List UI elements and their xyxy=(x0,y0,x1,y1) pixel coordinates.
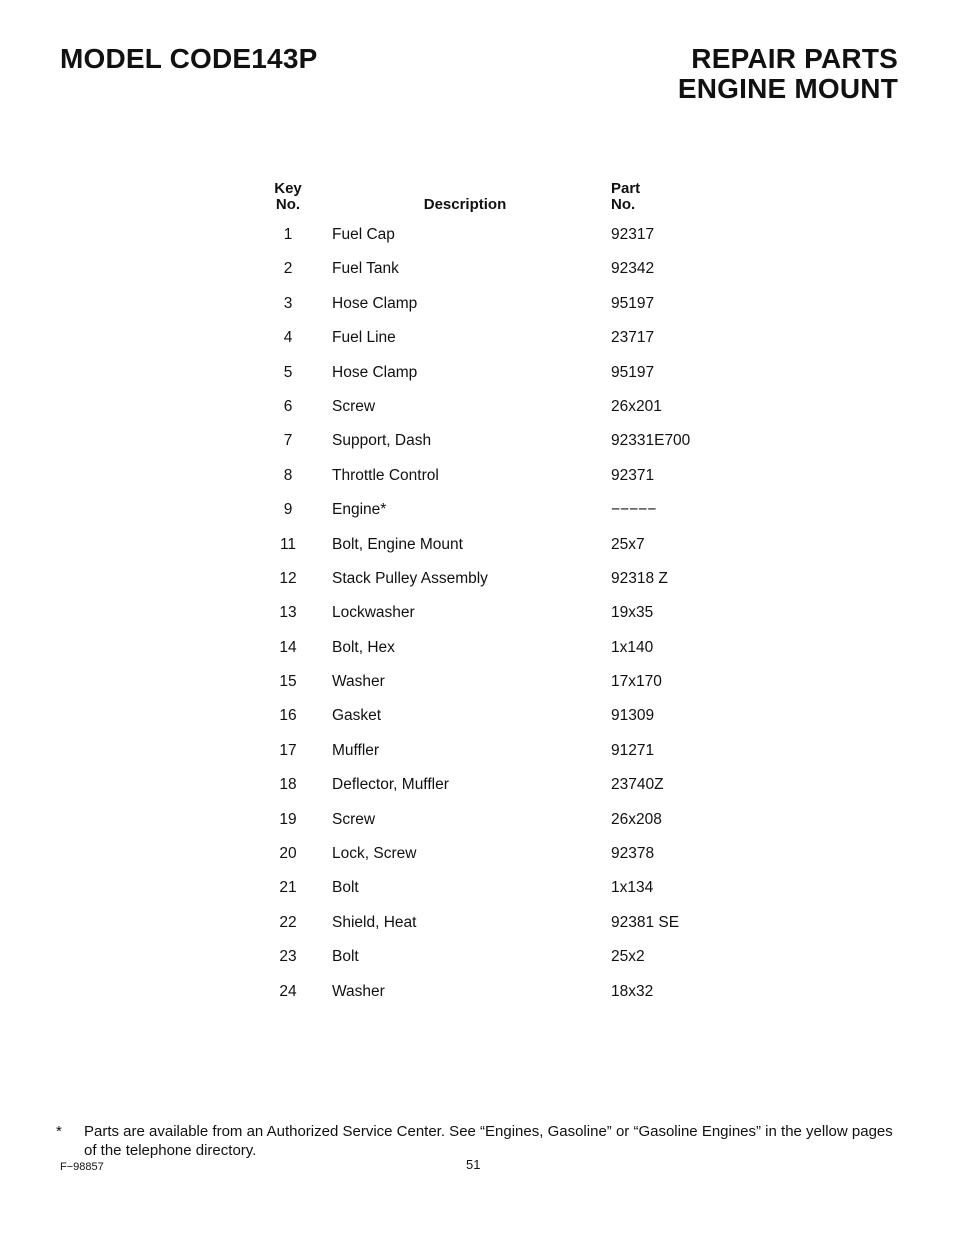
key-no-cell: 24 xyxy=(279,982,297,1000)
part-no-cell: 25x7 xyxy=(611,535,645,553)
table-row xyxy=(258,431,738,465)
parts-table xyxy=(258,180,738,1000)
key-no-cell: 7 xyxy=(283,432,293,450)
table-row xyxy=(258,466,738,500)
part-no-cell: 1x140 xyxy=(611,638,654,656)
table-row xyxy=(258,500,738,534)
description-cell: Hose Clamp xyxy=(332,363,418,381)
table-row xyxy=(258,603,738,637)
part-header-line2: No. xyxy=(611,196,636,213)
part-no-cell: 91309 xyxy=(611,707,655,725)
table-row xyxy=(258,397,738,431)
key-no-cell: 8 xyxy=(283,466,293,484)
key-no-cell: 3 xyxy=(283,294,293,312)
table-row xyxy=(258,810,738,844)
part-no-cell: 23740Z xyxy=(611,776,664,794)
table-row xyxy=(258,706,738,740)
table-row xyxy=(258,844,738,878)
key-no-cell: 13 xyxy=(279,604,297,622)
section-title-line1: REPAIR PARTS xyxy=(691,43,898,74)
part-no-cell: 23717 xyxy=(611,329,655,347)
description-cell: Lock, Screw xyxy=(332,845,417,863)
section-title xyxy=(678,44,898,104)
table-row xyxy=(258,294,738,328)
description-cell: Bolt xyxy=(332,948,359,966)
part-no-cell: 91271 xyxy=(611,741,655,759)
table-row xyxy=(258,947,738,981)
description-cell: Gasket xyxy=(332,707,382,725)
table-row xyxy=(258,363,738,397)
description-cell: Throttle Control xyxy=(332,466,439,484)
description-cell: Fuel Tank xyxy=(332,260,399,278)
key-header-line2: No. xyxy=(275,196,301,213)
description-cell: Washer xyxy=(332,982,385,1000)
part-no-cell: 92342 xyxy=(611,260,655,278)
table-row xyxy=(258,982,738,1016)
key-no-cell: 16 xyxy=(279,707,297,725)
page-number: 51 xyxy=(466,1157,481,1172)
table-row xyxy=(258,225,738,259)
part-no-cell: 92318 Z xyxy=(611,569,668,587)
key-no-cell: 21 xyxy=(279,879,297,897)
description-cell: Stack Pulley Assembly xyxy=(332,569,488,587)
part-no-cell: 18x32 xyxy=(611,982,654,1000)
key-no-cell: 14 xyxy=(279,638,297,656)
key-no-cell: 22 xyxy=(279,913,297,931)
description-cell: Bolt, Hex xyxy=(332,638,395,656)
key-header-line1: Key xyxy=(274,180,302,197)
part-no-cell: 92331E700 xyxy=(611,432,691,450)
description-cell: Deflector, Muffler xyxy=(332,776,449,794)
description-cell: Washer xyxy=(332,673,385,691)
part-header-line1: Part xyxy=(611,180,641,197)
part-no-cell: −−−−− xyxy=(611,501,657,519)
key-no-cell: 9 xyxy=(283,501,293,519)
form-number: F−98857 xyxy=(60,1161,104,1173)
key-no-cell: 18 xyxy=(279,776,297,794)
part-no-cell: 26x201 xyxy=(611,397,662,415)
key-no-cell: 12 xyxy=(279,569,297,587)
table-row xyxy=(258,328,738,362)
key-no-cell: 15 xyxy=(279,673,297,691)
key-no-cell: 11 xyxy=(279,535,297,553)
table-row xyxy=(258,672,738,706)
key-no-cell: 2 xyxy=(283,260,293,278)
table-row xyxy=(258,259,738,293)
table-row xyxy=(258,775,738,809)
part-no-cell: 25x2 xyxy=(611,948,645,966)
key-no-cell: 19 xyxy=(279,810,297,828)
part-no-cell: 95197 xyxy=(611,294,655,312)
table-row xyxy=(258,638,738,672)
part-no-header xyxy=(611,181,640,213)
table-header xyxy=(258,181,738,219)
part-no-cell: 17x170 xyxy=(611,673,662,691)
part-no-cell: 92317 xyxy=(611,226,655,243)
table-row xyxy=(258,878,738,912)
description-cell: Muffler xyxy=(332,741,380,759)
key-no-cell: 20 xyxy=(279,845,297,863)
description-cell: Lockwasher xyxy=(332,604,415,622)
key-no-cell: 1 xyxy=(283,226,293,243)
part-no-cell: 95197 xyxy=(611,363,655,381)
part-no-cell: 92378 xyxy=(611,845,655,863)
description-cell: Engine* xyxy=(332,501,387,519)
description-header: Description xyxy=(423,196,507,213)
description-cell: Bolt, Engine Mount xyxy=(332,535,463,553)
key-no-cell: 23 xyxy=(279,948,297,966)
part-no-cell: 1x134 xyxy=(611,879,654,897)
section-title-line2: ENGINE MOUNT xyxy=(677,73,898,104)
description-cell: Fuel Line xyxy=(332,329,396,347)
part-no-cell: 19x35 xyxy=(611,604,654,622)
part-no-cell: 92371 xyxy=(611,466,655,484)
description-cell: Fuel Cap xyxy=(332,226,395,243)
description-cell: Support, Dash xyxy=(332,432,432,450)
description-cell: Screw xyxy=(332,810,376,828)
table-row xyxy=(258,913,738,947)
part-no-cell: 92381 SE xyxy=(611,913,680,931)
key-no-cell: 5 xyxy=(283,363,293,381)
description-cell: Screw xyxy=(332,397,376,415)
table-row xyxy=(258,741,738,775)
part-no-cell: 26x208 xyxy=(611,810,662,828)
key-no-cell: 4 xyxy=(283,329,293,347)
table-row xyxy=(258,569,738,603)
key-no-header xyxy=(258,181,318,213)
key-no-cell: 6 xyxy=(283,397,293,415)
description-cell: Bolt xyxy=(332,879,359,897)
footnote-text: Parts are available from an Authorized Service Center. See “Engines, Gasoline” or “Gasoline Engines” in the yellow pages of the telephone directory. xyxy=(84,1123,893,1159)
model-title: MODEL CODE143P xyxy=(60,43,318,74)
table-body xyxy=(258,225,738,1016)
footnote-marker: * xyxy=(56,1123,62,1140)
description-cell: Shield, Heat xyxy=(332,913,417,931)
table-row xyxy=(258,535,738,569)
key-no-cell: 17 xyxy=(279,741,297,759)
description-cell: Hose Clamp xyxy=(332,294,418,312)
